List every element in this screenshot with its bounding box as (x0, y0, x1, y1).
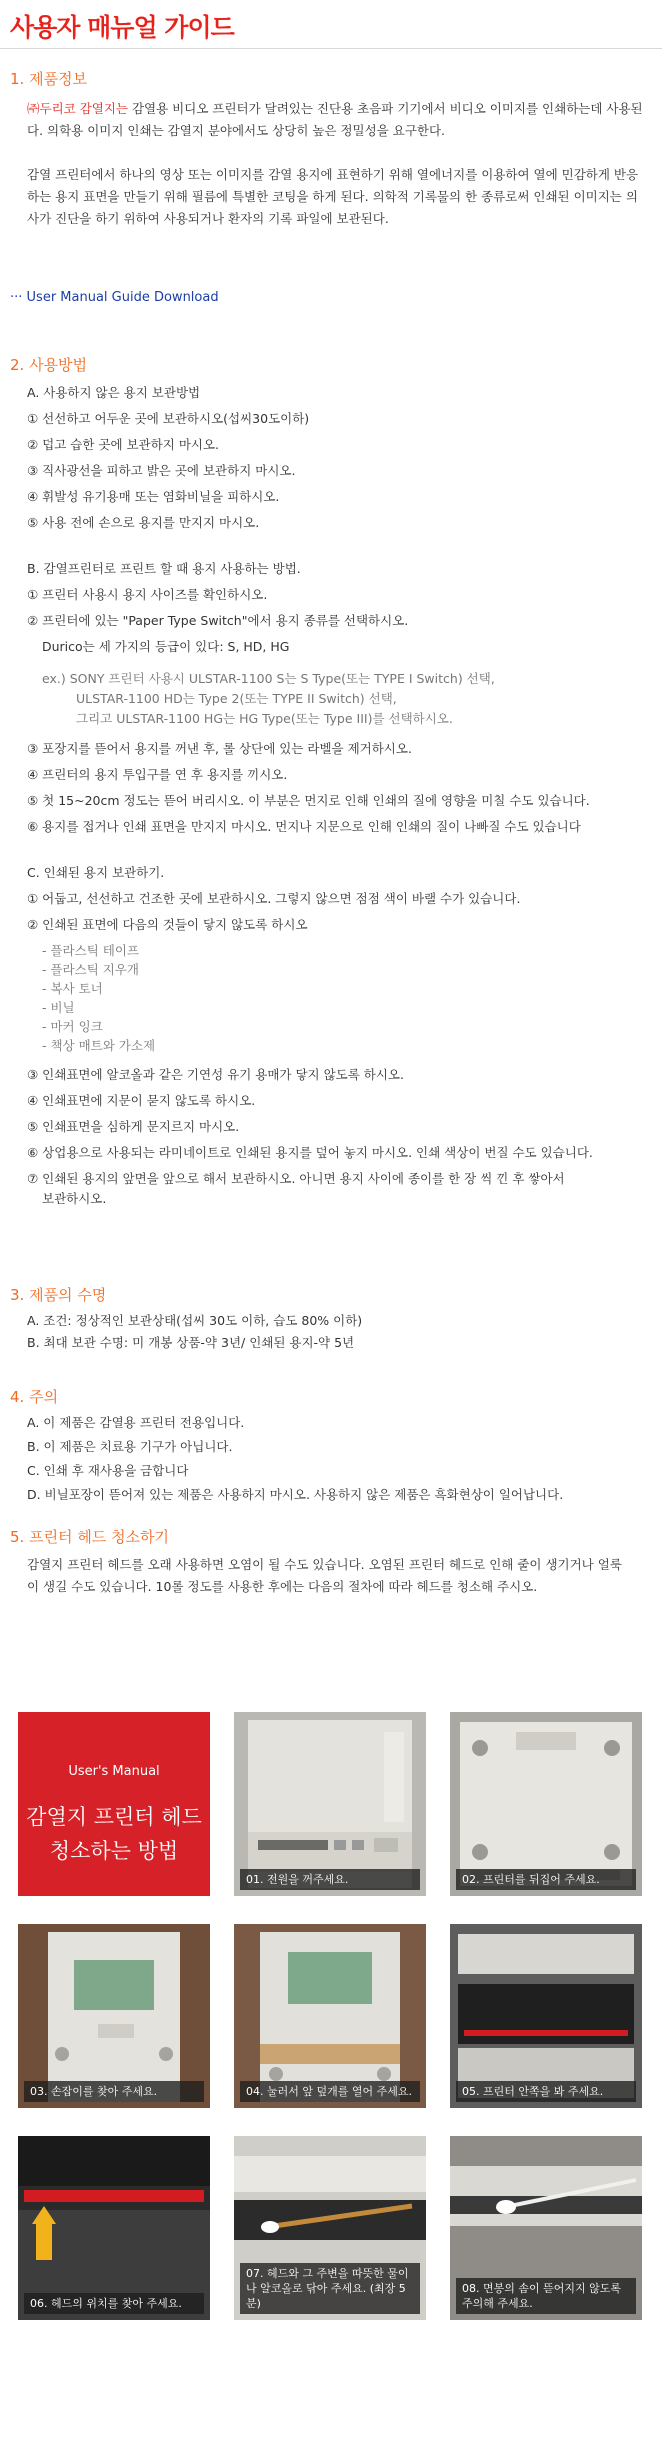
printing-item: ① 프린터 사용시 용지 사이즈를 확인하시오. (27, 587, 268, 602)
printed-storage-item: ① 어둡고, 선선하고 건조한 곳에 보관하시오. 그렇지 않으면 점점 색이 바랠 수가 있습니다. (27, 891, 521, 906)
printing-item: ③ 포장지를 뜯어서 용지를 꺼낸 후, 롤 상단에 있는 라벨을 제거하시오. (27, 741, 412, 756)
sony-example-line: ULSTAR-1100 HD는 Type 2(또는 TYPE II Switch) 선택, (76, 691, 397, 706)
step-caption-5: 05. 프린터 안쪽을 봐 주세요. (456, 2081, 636, 2102)
avoid-material-item: - 플라스틱 지우개 (42, 962, 139, 977)
step-tile-8 (450, 2136, 642, 2320)
avoid-material-item: - 비닐 (42, 1000, 75, 1015)
printing-subheading: B. 감열프린터로 프린트 할 때 용지 사용하는 방법. (27, 561, 301, 576)
printed-storage-item: 보관하시오. (42, 1191, 107, 1206)
brand-name: ㈜두리코 감열지는 (27, 101, 128, 116)
sony-example-line: 그리고 ULSTAR-1100 HG는 HG Type(또는 Type III)를 선택하시오. (76, 711, 453, 726)
storage-item: ③ 직사광선을 피하고 밝은 곳에 보관하지 마시오. (27, 463, 296, 478)
step-tile-6 (18, 2136, 210, 2320)
caution-item: A. 이 제품은 감열용 프린터 전용입니다. (27, 1415, 245, 1430)
step-tile-7 (234, 2136, 426, 2320)
storage-item: ⑤ 사용 전에 손으로 용지를 만지지 마시오. (27, 515, 260, 530)
manual-intro-title-line-1: 감열지 프린터 헤드 (26, 1805, 202, 1829)
printed-storage-item: ⑤ 인쇄표면을 심하게 문지르지 마시오. (27, 1119, 240, 1134)
product-info-paragraph-2: 감열 프린터에서 하나의 영상 또는 이미지를 감열 용지에 표현하기 위해 열에너지를 이용하여 열에 민감하게 반응하는 용지 표면을 만들기 위해 필름에 특별한 코팅을 하게 된다. 의학적 기록물의 한 종류로써 인쇄된 이미지는 의사가 진단을 하기 위하여 사용되거나 환자의 기록 파일에 보관된다. (27, 167, 639, 226)
printed-storage-item: ② 인쇄된 표면에 다음의 것들이 닿지 않도록 하시오 (27, 917, 308, 932)
step-caption-4: 04. 눌러서 앞 덮개를 열어 주세요. (240, 2081, 420, 2102)
step-caption-7: 07. 헤드와 그 주변을 따뜻한 물이나 알코올로 닦아 주세요. (최장 5분) (240, 2263, 420, 2314)
printing-item: ⑤ 첫 15~20cm 정도는 뜯어 버리시오. 이 부분은 먼지로 인해 인쇄의 질에 영향을 미칠 수도 있습니다. (27, 793, 590, 808)
lifetime-item: B. 최대 보관 수명: 미 개봉 상품-약 3년/ 인쇄된 용지-약 5년 (27, 1335, 355, 1350)
step-caption-6: 06. 헤드의 위치를 찾아 주세요. (24, 2293, 204, 2314)
page-title: 사용자 매뉴얼 가이드 (10, 13, 234, 42)
manual-download-link[interactable]: ··· User Manual Guide Download (10, 290, 219, 305)
caution-item: B. 이 제품은 치료용 기구가 아닙니다. (27, 1439, 233, 1454)
storage-item: ④ 휘발성 유기용매 또는 염화비닐을 피하시오. (27, 489, 280, 504)
step-caption-2: 02. 프린터를 뒤집어 주세요. (456, 1869, 636, 1890)
durico-grades-note: Durico는 세 가지의 등급이 있다: S, HD, HG (42, 639, 290, 654)
sony-example-line: ex.) SONY 프린터 사용시 ULSTAR-1100 S는 S Type(또는 TYPE I Switch) 선택, (42, 671, 495, 686)
printed-storage-subheading: C. 인쇄된 용지 보관하기. (27, 865, 165, 880)
step-caption-3: 03. 손잡이를 찾아 주세요. (24, 2081, 204, 2102)
storage-subheading: A. 사용하지 않은 용지 보관방법 (27, 385, 201, 400)
product-info-text: 감열용 비디오 프린터가 달려있는 진단용 초음파 기기에서 비디오 이미지를 인쇄하는데 사용된다. 의학용 이미지 인쇄는 감열지 분야에서도 상당히 높은 정밀성을 요구한다. (27, 101, 643, 138)
printing-item: ④ 프린터의 용지 투입구를 연 후 용지를 끼시오. (27, 767, 288, 782)
storage-item: ② 덥고 습한 곳에 보관하지 마시오. (27, 437, 220, 452)
manual-intro-title (18, 1800, 210, 1868)
avoid-material-item: - 책상 매트와 가소제 (42, 1038, 156, 1053)
section-heading-product-info: 1. 제품정보 (10, 70, 88, 88)
section-heading-caution: 4. 주의 (10, 1388, 59, 1406)
lifetime-item: A. 조건: 정상적인 보관상태(섭씨 30도 이하, 습도 80% 이하) (27, 1313, 363, 1328)
manual-intro-title-line-2: 청소하는 방법 (49, 1839, 179, 1863)
avoid-material-item: - 플라스틱 테이프 (42, 943, 139, 958)
printed-storage-item: ⑦ 인쇄된 용지의 앞면을 앞으로 해서 보관하시오. 아니면 용지 사이에 종이를 한 장 씩 낀 후 쌓아서 (27, 1171, 565, 1186)
title-divider (0, 48, 662, 49)
section-heading-usage: 2. 사용방법 (10, 356, 88, 374)
step-tile-4 (234, 1924, 426, 2108)
printing-item: ⑥ 용지를 접거나 인쇄 표면을 만지지 마시오. 먼지나 지문으로 인해 인쇄의 질이 나빠질 수도 있습니다 (27, 819, 581, 834)
caution-item: D. 비닐포장이 뜯어져 있는 제품은 사용하지 마시오. 사용하지 않은 제품은 흑화현상이 일어납니다. (27, 1487, 564, 1502)
storage-item: ① 선선하고 어두운 곳에 보관하시오(섭씨30도이하) (27, 411, 310, 426)
printing-item: ② 프린터에 있는 "Paper Type Switch"에서 용지 종류를 선택하시오. (27, 613, 409, 628)
section-heading-lifetime: 3. 제품의 수명 (10, 1286, 107, 1304)
step-caption-1: 01. 전원을 꺼주세요. (240, 1869, 420, 1890)
printed-storage-item: ⑥ 상업용으로 사용되는 라미네이트로 인쇄된 용지를 덮어 놓지 마시오. 인쇄 색상이 번질 수도 있습니다. (27, 1145, 593, 1160)
manual-intro-small: User's Manual (68, 1764, 160, 1779)
avoid-material-item: - 복사 토너 (42, 981, 103, 996)
step-caption-8: 08. 면봉의 솜이 뜯어지지 않도록 주의해 주세요. (456, 2278, 636, 2314)
product-info-paragraph-1 (27, 98, 647, 142)
printed-storage-item: ③ 인쇄표면에 알코올과 같은 기연성 유기 용매가 닿지 않도록 하시오. (27, 1067, 404, 1082)
step-tile-3 (18, 1924, 210, 2108)
step-tile-1 (234, 1712, 426, 1896)
head-cleaning-paragraph: 감열지 프린터 헤드를 오래 사용하면 오염이 될 수도 있습니다. 오염된 프린터 헤드로 인해 줄이 생기거나 얼룩이 생길 수도 있습니다. 10롤 정도를 사용한 후에는 다음의 절차에 따라 헤드를 청소해 주시오. (27, 1557, 622, 1594)
manual-intro-tile (18, 1712, 210, 1896)
caution-item: C. 인쇄 후 재사용을 금합니다 (27, 1463, 189, 1478)
step-tile-2 (450, 1712, 642, 1896)
section-heading-head-cleaning: 5. 프린터 헤드 청소하기 (10, 1528, 170, 1546)
step-tile-5 (450, 1924, 642, 2108)
printed-storage-item: ④ 인쇄표면에 지문이 묻지 않도록 하시오. (27, 1093, 256, 1108)
avoid-material-item: - 마커 잉크 (42, 1019, 103, 1034)
